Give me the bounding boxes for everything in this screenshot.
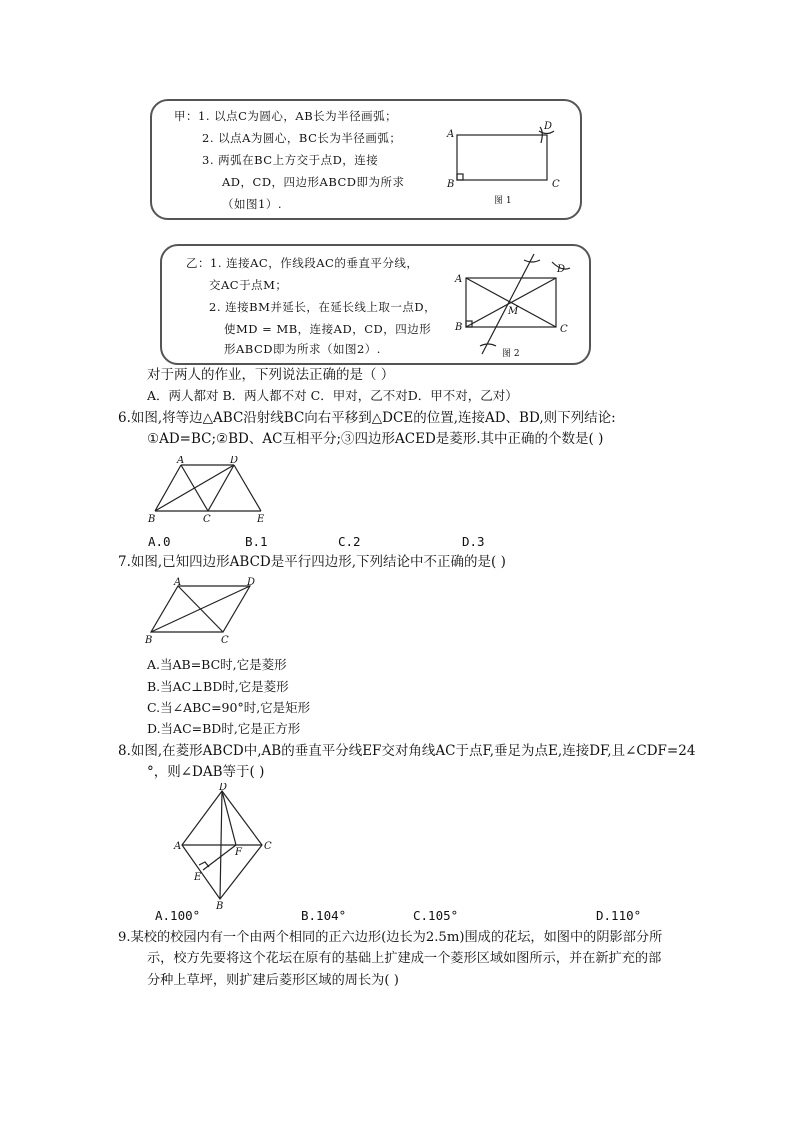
jia-step-3-end: （如图1）.	[222, 197, 282, 211]
fig2-caption: 图 2	[502, 349, 520, 359]
q6-stem: 6.如图,将等边△ABC沿射线BC向右平移到△DCE的位置,连接AD、BD,则下列结论:	[118, 410, 616, 426]
q9-line-2: 示，校方先要将这个花坛在原有的基础上扩建成一个菱形区域如图所示，并在新扩充的部	[147, 951, 662, 966]
fig1-label-a: A	[447, 129, 455, 140]
q7-label-c: C	[221, 635, 229, 646]
q8-option-a: A.100°	[155, 908, 201, 923]
jia-step-3-cont: AD，CD，四边形ABCD即为所求	[222, 175, 405, 189]
q6-stem-2: ①AD=BC;②BD、AC互相平分;③四边形ACED是菱形.其中正确的个数是( )	[147, 431, 604, 447]
q7-option-d: D.当AC=BD时,它是正方形	[147, 721, 301, 736]
figure-2	[452, 250, 587, 360]
q8-label-b: B	[216, 901, 224, 909]
q6-option-b: B.1	[245, 534, 268, 549]
fig2-label-a: A	[455, 274, 463, 285]
q6-label-e: E	[257, 514, 265, 525]
jia-step-1: 甲：1. 以点C为圆心，AB长为半径画弧；	[174, 109, 398, 123]
jia-step-3: 3. 两弧在BC上方交于点D，连接	[202, 153, 379, 167]
q5-options: A．两人都对 B．两人都不对 C．甲对，乙不对D．甲不对，乙对）	[147, 388, 518, 403]
fig1-rectangle	[457, 135, 547, 180]
fig1-label-c: C	[552, 179, 560, 190]
q8-stem-2: °，则∠DAB等于( )	[147, 764, 265, 780]
yi-step-1: 乙：1. 连接AC，作线段AC的垂直平分线，	[186, 256, 419, 270]
q8-label-d: D	[219, 783, 228, 793]
q7-diagonal-bd	[151, 586, 250, 632]
q6-label-b: B	[148, 514, 156, 525]
fig2-arc-bottom	[480, 344, 496, 346]
q7-option-b: B.当AC⊥BD时,它是菱形	[147, 679, 289, 694]
q7-label-a: A	[174, 577, 182, 588]
q7-stem: 7.如图,已知四边形ABCD是平行四边形,下列结论中不正确的是( )	[118, 554, 506, 570]
fig2-label-m: M	[508, 306, 519, 317]
q6-label-c: C	[203, 514, 211, 525]
q8-option-c: C.105°	[413, 908, 459, 923]
q8-stem: 8.如图,在菱形ABCD中,AB的垂直平分线EF交对角线AC于点F,垂足为点E,连接DF,且∠CDF=24	[118, 743, 696, 759]
q8-label-a: A	[174, 841, 182, 852]
q7-label-d: D	[247, 577, 256, 588]
fig1-label-b: B	[447, 179, 455, 190]
q6-label-a: A	[177, 456, 185, 466]
yi-step-2-cont: 使MD = MB，连接AD，CD，四边形	[224, 322, 432, 336]
q8-option-b: B.104°	[301, 908, 347, 923]
fig2-arc-top-1	[524, 260, 540, 262]
yi-step-1-cont: 交AC于点M；	[209, 278, 288, 292]
construction-box-yi	[160, 244, 591, 365]
yi-step-2: 2. 连接BM并延长，在延长线上取一点D，	[209, 300, 437, 314]
jia-step-2: 2. 以点A为圆心，BC长为半径画弧；	[202, 131, 402, 145]
q9-line-3: 分种上草坪，则扩建后菱形区域的周长为( )	[147, 973, 399, 988]
construction-box-jia	[150, 99, 582, 220]
fig2-label-d: D	[557, 264, 566, 275]
q7-figure	[143, 577, 258, 647]
q8-label-f: F	[235, 847, 242, 858]
q6-segment-de	[234, 465, 261, 511]
q6-option-c: C.2	[338, 534, 361, 549]
q7-option-a: A.当AB=BC时,它是菱形	[147, 657, 287, 672]
fig1-right-angle-mark	[457, 174, 463, 180]
q5-stem: 对于两人的作业，下列说法正确的是（ ）	[147, 367, 395, 383]
figure-1	[442, 115, 572, 210]
q6-segment-bd	[155, 465, 234, 511]
q7-label-b: B	[145, 635, 153, 646]
q8-figure	[172, 783, 282, 909]
q8-label-c: C	[264, 841, 272, 852]
fig1-label-d: D	[544, 121, 553, 132]
q8-option-d: D.110°	[596, 908, 642, 923]
fig2-label-c: C	[560, 324, 568, 335]
q8-segment-df	[222, 791, 236, 845]
q6-option-a: A.0	[148, 534, 171, 549]
fig2-perpendicular-bisector	[482, 254, 534, 354]
q9-line-1: 9.某校的校园内有一个由两个相同的正六边形(边长为2.5m)围成的花坛，如图中的阴影部分所	[118, 930, 663, 945]
fig1-caption: 图 1	[494, 196, 512, 206]
q6-option-d: D.3	[462, 534, 485, 549]
q7-option-c: C.当∠ABC=90°时,它是矩形	[147, 700, 311, 715]
q6-figure	[143, 456, 273, 526]
q6-label-d: D	[230, 456, 239, 466]
q8-label-e: E	[194, 872, 202, 883]
yi-step-2-end: 形ABCD即为所求（如图2）.	[224, 342, 381, 356]
fig2-label-b: B	[455, 322, 463, 333]
